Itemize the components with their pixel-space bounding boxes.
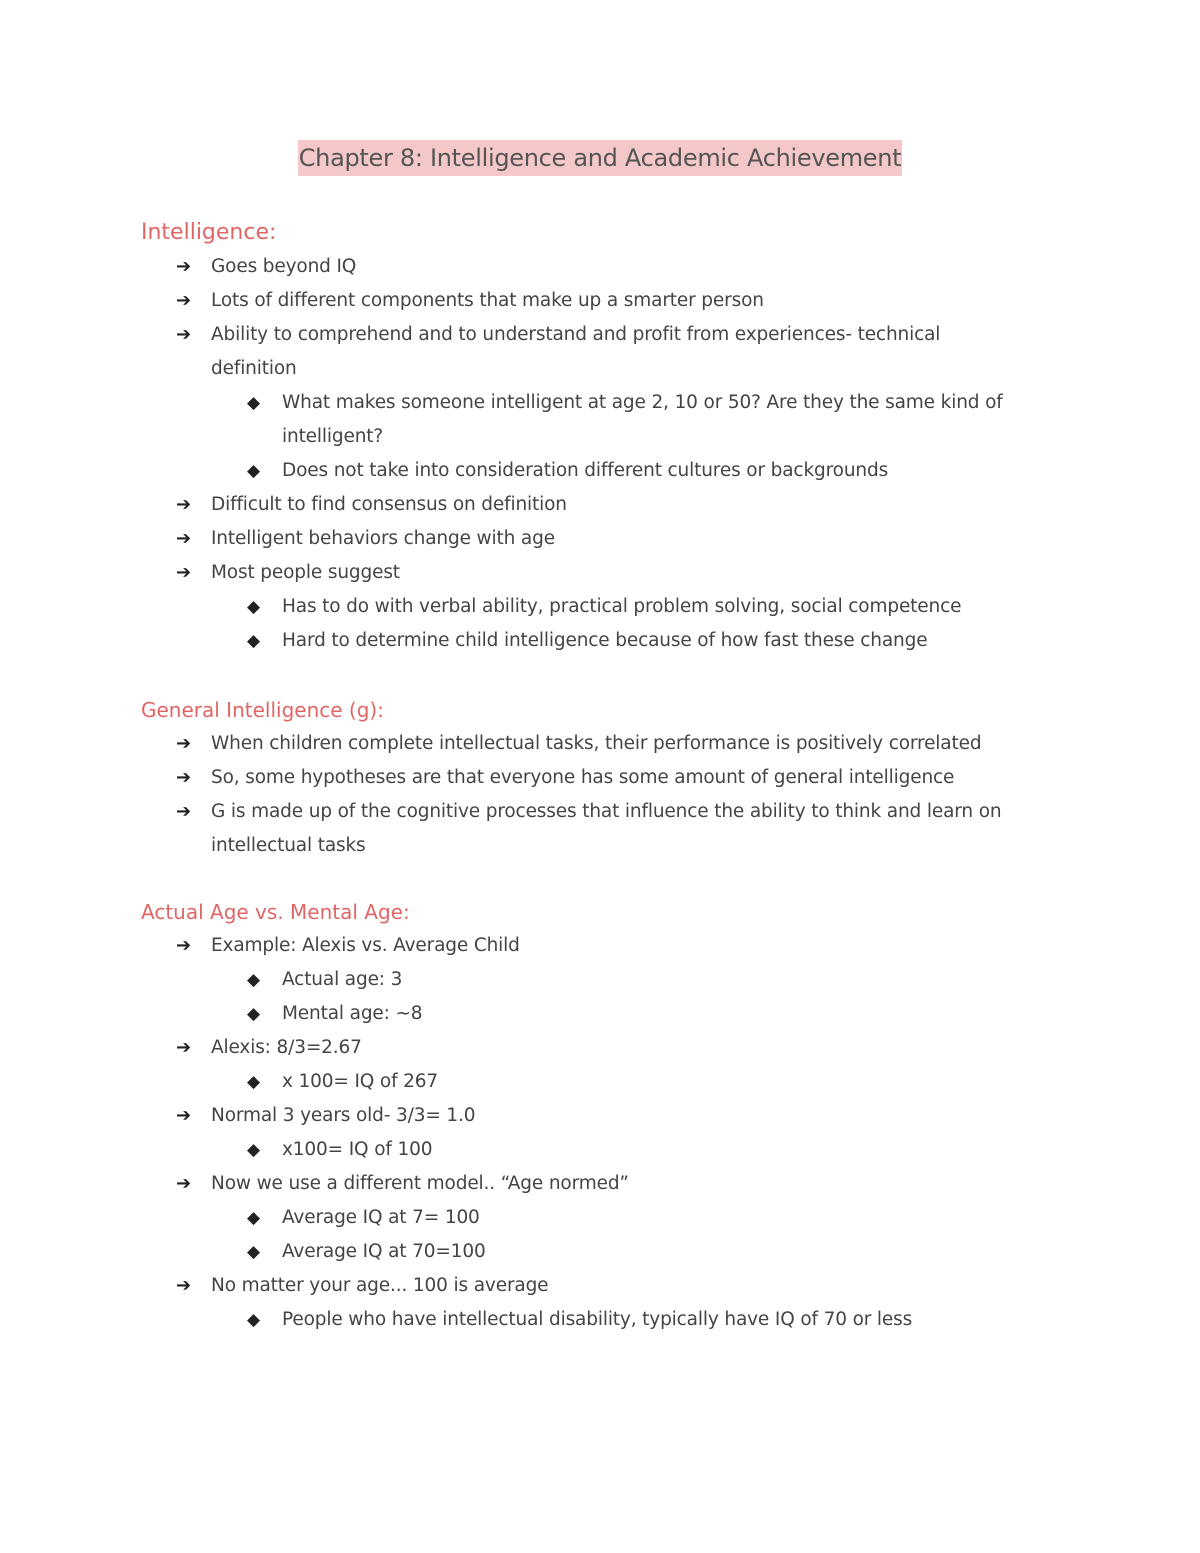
list-item-text: Example: Alexis vs. Average Child <box>211 935 520 956</box>
arrow-bullet-icon: ➔ <box>176 528 191 549</box>
sub-list-item <box>141 1303 1061 1337</box>
section-intelligence <box>141 216 1061 658</box>
list-item <box>141 795 1061 829</box>
page-title: Chapter 8: Intelligence and Academic Achievement <box>298 140 903 176</box>
arrow-bullet-icon: ➔ <box>176 1275 191 1296</box>
list-item-text: What makes someone intelligent at age 2, 10 or 50? Are they the same kind of <box>282 392 1003 413</box>
list-item-text: When children complete intellectual tasks, their performance is positively correlated <box>211 733 982 754</box>
section-heading: General Intelligence (g): <box>141 698 384 722</box>
arrow-bullet-icon: ➔ <box>176 290 191 311</box>
list-item <box>141 727 1061 761</box>
list-item-text: definition <box>211 358 297 379</box>
diamond-bullet-icon: ◆ <box>247 1004 260 1024</box>
sub-list-item <box>141 1235 1061 1269</box>
section-general-intelligence <box>141 693 1061 863</box>
list-item-text: No matter your age... 100 is average <box>211 1275 549 1296</box>
list-item-text: G is made up of the cognitive processes that influence the ability to think and learn on <box>211 801 1002 822</box>
list-item-continuation <box>141 352 1061 386</box>
list-item-text: Average IQ at 70=100 <box>282 1241 486 1262</box>
sub-list-item <box>141 454 1061 488</box>
arrow-bullet-icon: ➔ <box>176 733 191 754</box>
list-item <box>141 284 1061 318</box>
arrow-bullet-icon: ➔ <box>176 562 191 583</box>
list-item <box>141 929 1061 963</box>
diamond-bullet-icon: ◆ <box>247 631 260 651</box>
list-item-text: Average IQ at 7= 100 <box>282 1207 480 1228</box>
sub-list-item <box>141 963 1061 997</box>
list-item <box>141 761 1061 795</box>
list-item <box>141 250 1061 284</box>
list-item <box>141 1269 1061 1303</box>
list-item-text: Actual age: 3 <box>282 969 403 990</box>
arrow-bullet-icon: ➔ <box>176 801 191 822</box>
sub-list-item <box>141 624 1061 658</box>
diamond-bullet-icon: ◆ <box>247 461 260 481</box>
arrow-bullet-icon: ➔ <box>176 1173 191 1194</box>
diamond-bullet-icon: ◆ <box>247 1242 260 1262</box>
list-item-continuation <box>141 829 1061 863</box>
list-item <box>141 488 1061 522</box>
diamond-bullet-icon: ◆ <box>247 393 260 413</box>
section-actual-vs-mental-age <box>141 895 1061 1337</box>
list-item-text: Lots of different components that make up a smarter person <box>211 290 764 311</box>
list-item-text: intellectual tasks <box>211 835 366 856</box>
arrow-bullet-icon: ➔ <box>176 1105 191 1126</box>
list-item-text: x 100= IQ of 267 <box>282 1071 439 1092</box>
list-item <box>141 1031 1061 1065</box>
section-heading: Intelligence: <box>141 220 277 245</box>
diamond-bullet-icon: ◆ <box>247 1072 260 1092</box>
list-item-text: Mental age: ~8 <box>282 1003 423 1024</box>
sub-list-item <box>141 1201 1061 1235</box>
list-item-text: People who have intellectual disability, typically have IQ of 70 or less <box>282 1309 913 1330</box>
arrow-bullet-icon: ➔ <box>176 935 191 956</box>
list-item-text: x100= IQ of 100 <box>282 1139 433 1160</box>
arrow-bullet-icon: ➔ <box>176 494 191 515</box>
list-item <box>141 556 1061 590</box>
arrow-bullet-icon: ➔ <box>176 767 191 788</box>
list-item-text: Most people suggest <box>211 562 400 583</box>
list-item-text: intelligent? <box>282 426 384 447</box>
diamond-bullet-icon: ◆ <box>247 1140 260 1160</box>
section-heading: Actual Age vs. Mental Age: <box>141 900 410 924</box>
list-item-text: Intelligent behaviors change with age <box>211 528 555 549</box>
title-container <box>0 140 1200 176</box>
diamond-bullet-icon: ◆ <box>247 970 260 990</box>
diamond-bullet-icon: ◆ <box>247 597 260 617</box>
list-item-text: Has to do with verbal ability, practical problem solving, social competence <box>282 596 962 617</box>
arrow-bullet-icon: ➔ <box>176 324 191 345</box>
list-item-text: Difficult to find consensus on definition <box>211 494 567 515</box>
list-item <box>141 522 1061 556</box>
list-item <box>141 1167 1061 1201</box>
list-item <box>141 1099 1061 1133</box>
sub-list-item-continuation <box>141 420 1061 454</box>
arrow-bullet-icon: ➔ <box>176 256 191 277</box>
list-item-text: Hard to determine child intelligence because of how fast these change <box>282 630 928 651</box>
sub-list-item <box>141 1133 1061 1167</box>
arrow-bullet-icon: ➔ <box>176 1037 191 1058</box>
diamond-bullet-icon: ◆ <box>247 1310 260 1330</box>
sub-list-item <box>141 590 1061 624</box>
sub-list-item <box>141 997 1061 1031</box>
sub-list-item <box>141 1065 1061 1099</box>
list-item <box>141 318 1061 352</box>
list-item-text: Goes beyond IQ <box>211 256 357 277</box>
list-item-text: Now we use a different model.. “Age normed” <box>211 1173 629 1194</box>
sub-list-item <box>141 386 1061 420</box>
list-item-text: Ability to comprehend and to understand and profit from experiences- technical <box>211 324 941 345</box>
list-item-text: Normal 3 years old- 3/3= 1.0 <box>211 1105 476 1126</box>
list-item-text: Alexis: 8/3=2.67 <box>211 1037 362 1058</box>
diamond-bullet-icon: ◆ <box>247 1208 260 1228</box>
list-item-text: Does not take into consideration different cultures or backgrounds <box>282 460 889 481</box>
list-item-text: So, some hypotheses are that everyone has some amount of general intelligence <box>211 767 955 788</box>
